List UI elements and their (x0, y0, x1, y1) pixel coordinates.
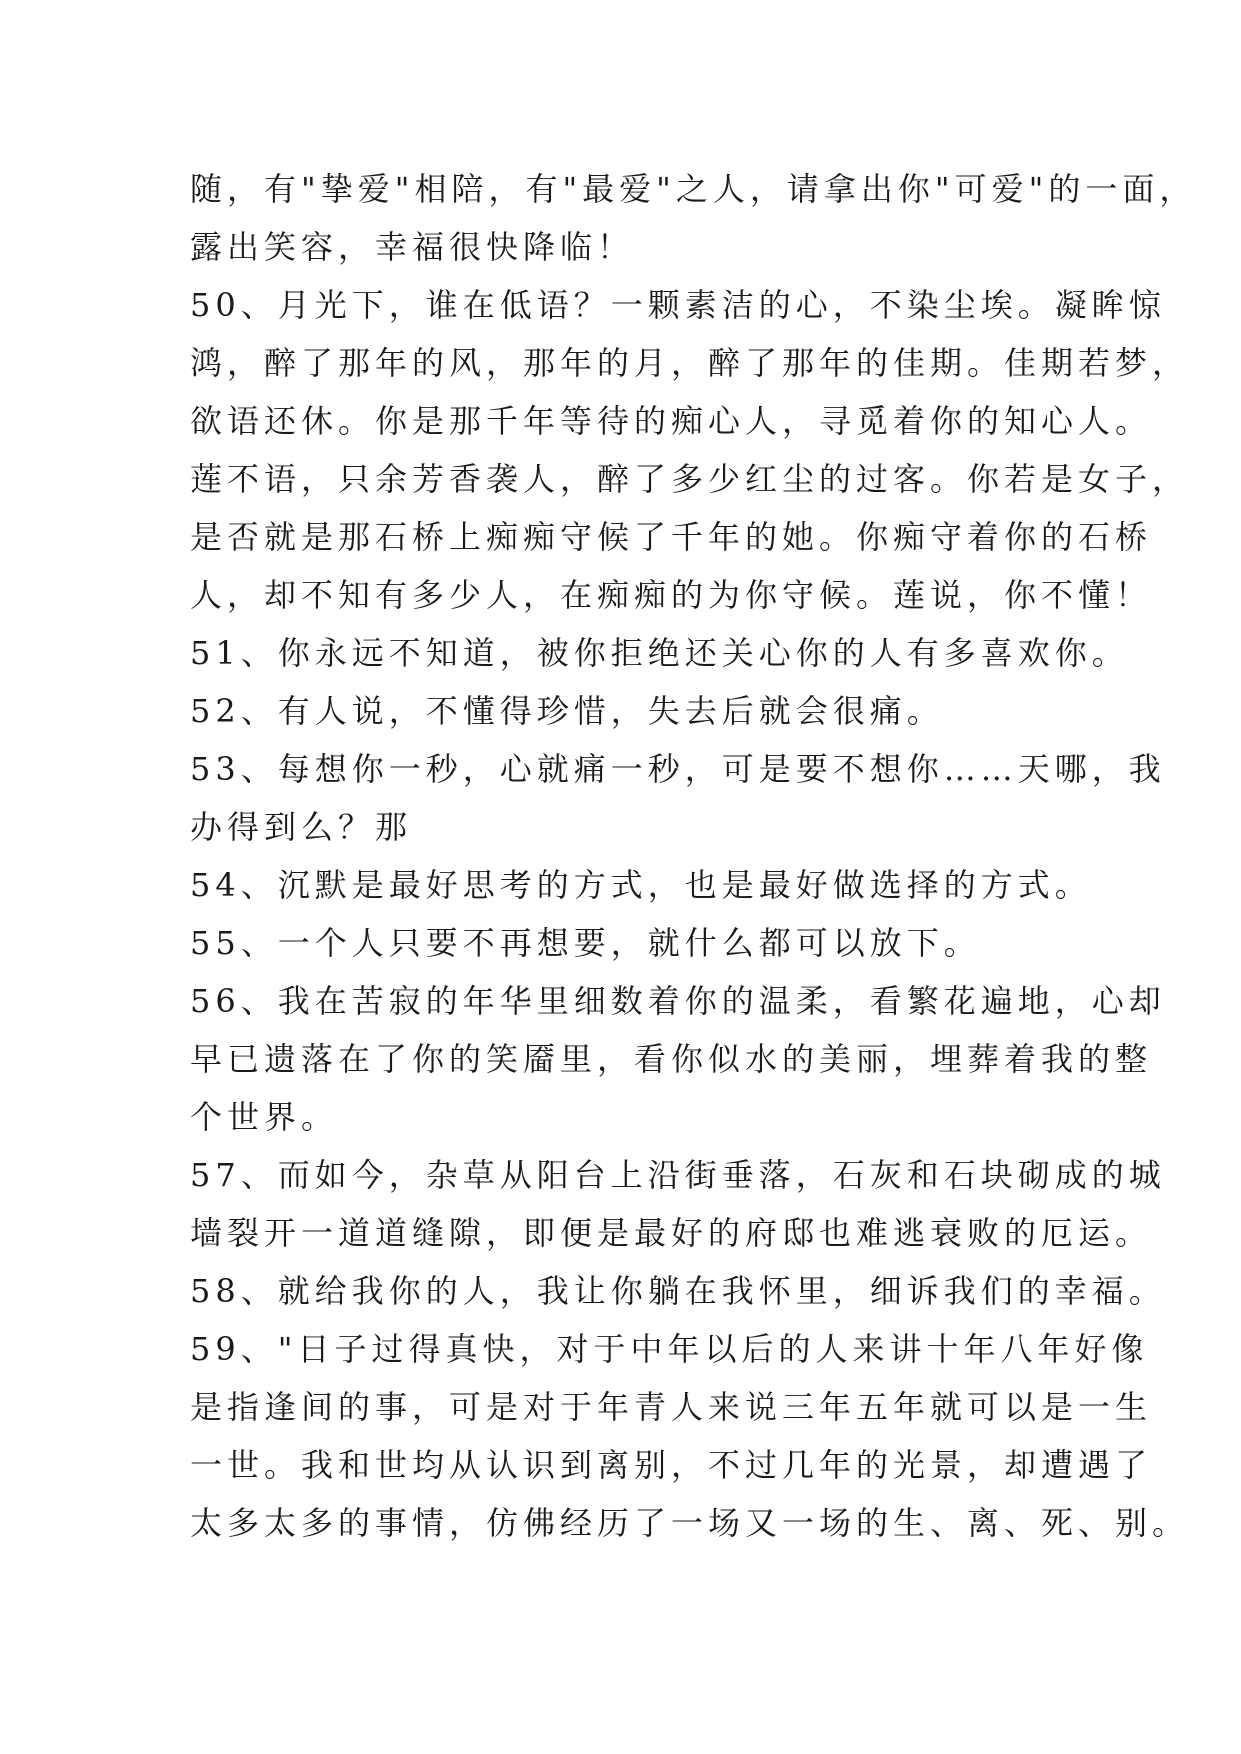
text-line: 50、月光下，谁在低语？一颗素洁的心，不染尘埃。凝眸惊 (190, 286, 1166, 324)
text-line: 莲不语，只余芳香袭人，醉了多少红尘的过客。你若是女子， (190, 460, 1190, 498)
text-line: 57、而如今，杂草从阳台上沿街垂落，石灰和石块砌成的城 (190, 1156, 1166, 1194)
text-line: 人，却不知有多少人，在痴痴的为你守候。莲说，你不懂！ (190, 576, 1153, 614)
text-line: 是指逢间的事，可是对于年青人来说三年五年就可以是一生 (190, 1388, 1153, 1426)
text-line: 51、你永远不知道，被你拒绝还关心你的人有多喜欢你。 (190, 634, 1129, 672)
text-line: 办得到么？那 (190, 808, 413, 846)
text-line: 55、一个人只要不再想要，就什么都可以放下。 (190, 924, 981, 962)
text-line: 53、每想你一秒，心就痛一秒，可是要不想你……天哪，我 (190, 750, 1166, 788)
text-line: 56、我在苦寂的年华里细数着你的温柔，看繁花遍地，心却 (190, 982, 1166, 1020)
text-line: 露出笑容，幸福很快降临！ (190, 228, 635, 266)
body-text (190, 160, 1197, 1552)
text-line: 58、就给我你的人，我让你躺在我怀里，细诉我们的幸福。 (190, 1272, 1166, 1310)
text-line: 52、有人说，不懂得珍惜，失去后就会很痛。 (190, 692, 944, 730)
text-line: 59、"日子过得真快，对于中年以后的人来讲十年八年好像 (190, 1330, 1149, 1368)
text-line: 早已遗落在了你的笑靥里，看你似水的美丽，埋葬着我的整 (190, 1040, 1153, 1078)
text-line: 随，有"挚爱"相陪，有"最爱"之人，请拿出你"可爱"的一面， (190, 170, 1197, 208)
text-line: 个世界。 (190, 1098, 339, 1136)
text-line: 太多太多的事情，仿佛经历了一场又一场的生、离、死、别。 (190, 1504, 1190, 1542)
text-line: 是否就是那石桥上痴痴守候了千年的她。你痴守着你的石桥 (190, 518, 1153, 556)
text-line: 54、沉默是最好思考的方式，也是最好做选择的方式。 (190, 866, 1092, 904)
text-line: 鸿，醉了那年的风，那年的月，醉了那年的佳期。佳期若梦， (190, 344, 1190, 382)
text-line: 欲语还休。你是那千年等待的痴心人，寻觅着你的知心人。 (190, 402, 1153, 440)
text-line: 一世。我和世均从认识到离别，不过几年的光景，却遭遇了 (190, 1446, 1153, 1484)
text-line: 墙裂开一道道缝隙，即便是最好的府邸也难逃衰败的厄运。 (190, 1214, 1153, 1252)
